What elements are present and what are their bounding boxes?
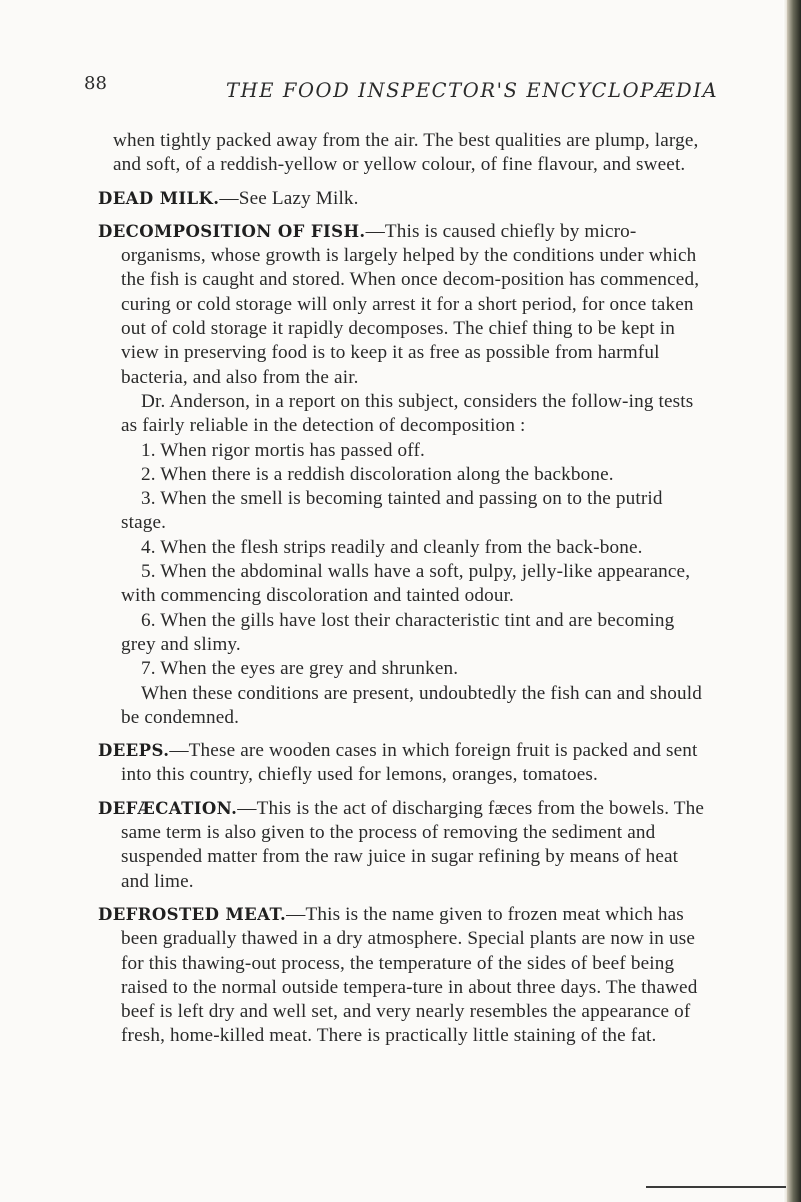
headword: DEFÆCATION. [98,798,238,818]
headword: DEFROSTED MEAT. [98,904,287,924]
headword: DEEPS. [98,741,170,761]
list-item: 3. When the smell is becoming tainted and passing on to the putrid stage. [121,488,663,534]
list-item: 4. When the flesh strips readily and cleanly from the back-bone. [141,536,643,558]
list-item: 7. When the eyes are grey and shrunken. [141,658,459,680]
entry-defaecation [98,797,710,894]
entry-text: —This is caused chiefly by micro-organisms, whose growth is largely helped by the conditions under which the fish is caught and stored. When once decom-position has commenced, curing or cold storage will only arrest it for a short period, for once taken out of cold storage it rapidly decomposes. The chief thing to be kept in view in preserving food is to keep it as free as possible from harmful bacteria, and also from the air. [121,220,700,388]
bottom-edge-rule [646,1186,786,1188]
entry-text: —This is the name given to frozen meat which has been gradually thawed in a dry atmosphere. Special plants are now in use for this thawing-out process, the temperature of the sides of beef being raised to the normal outside tempera-ture in about three days. The thawed beef is left dry and well set, and very nearly resembles the appearance of fresh, home-killed meat. There is practically little staining of the fat. [121,903,698,1047]
entry-deeps [98,739,710,788]
page-number: 88 [84,73,107,94]
anderson-paragraph: Dr. Anderson, in a report on this subject, considers the follow-ing tests as fairly reliable in the detection of decomposition : [121,390,694,437]
entry-text: —See Lazy Milk. [219,187,359,209]
headword: DECOMPOSITION OF FISH. [98,221,366,241]
headword: DEAD MILK. [98,188,220,208]
entry-text: —This is the act of discharging fæces from the bowels. The same term is also given to the process of removing the sediment and suspended matter from the raw juice in sugar refining by means of heat and lime. [121,797,705,892]
list-item: 5. When the abdominal walls have a soft, pulpy, jelly-like appearance, with commencing discoloration and tainted odour. [121,561,691,607]
list-item: 6. When the gills have lost their characteristic tint and are becoming grey and slimy. [121,609,675,655]
page-edge-shadow [787,0,801,1202]
continuation-paragraph: when tightly packed away from the air. The best qualities are plump, large, and soft, of a reddish-yellow or yellow colour, of fine flavour, and sweet. [113,130,699,176]
entry-text: —These are wooden cases in which foreign fruit is packed and sent into this country, chiefly used for lemons, oranges, tomatoes. [121,740,698,786]
running-head: THE FOOD INSPECTOR'S ENCYCLOPÆDIA [226,79,719,102]
entry-dead-milk [98,187,710,211]
list-item: 2. When there is a reddish discoloration along the backbone. [141,463,614,485]
entry-defrosted-meat [98,903,710,1049]
conclusion-paragraph: When these conditions are present, undoubtedly the fish can and should be condemned. [121,682,702,728]
body-text [98,129,710,1049]
list-item: 1. When rigor mortis has passed off. [141,439,425,461]
entry-decomposition-of-fish [98,220,710,390]
